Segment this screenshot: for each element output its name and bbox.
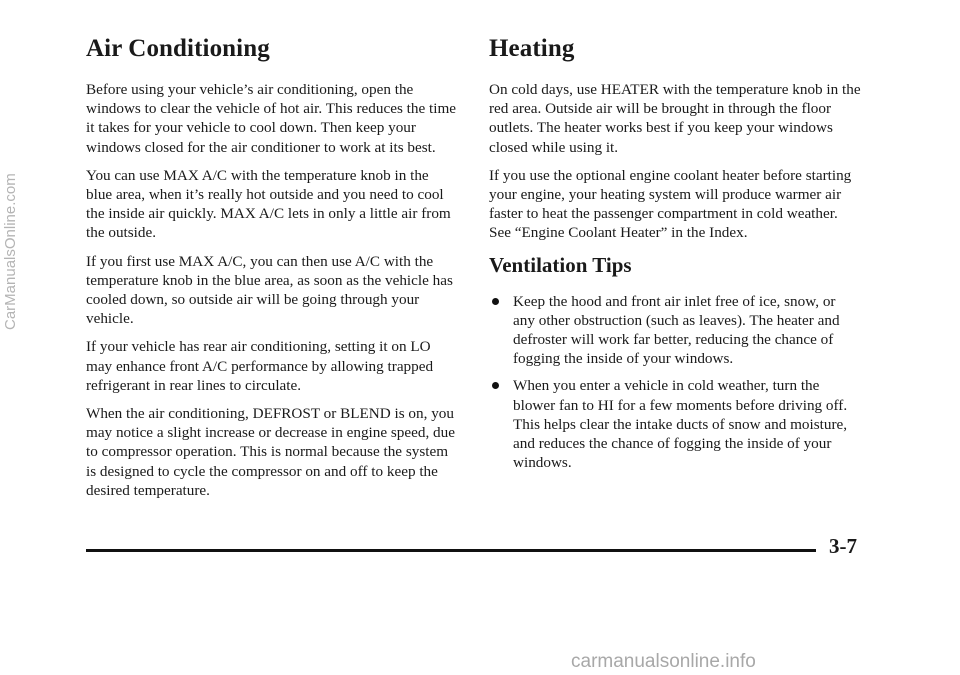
list-item-text: Keep the hood and front air inlet free of ice, snow, or any other obstruction (such as leaves). The heater and defroster will work far better, reducing the chance of fogging the inside of your windows. <box>513 292 840 368</box>
ac-paragraph: If your vehicle has rear air conditioning, setting it on LO may enhance front A/C performance by allowing trapped refrigerant in rear lines to circulate. <box>86 338 434 394</box>
bullet-icon <box>492 382 499 389</box>
list-item <box>489 376 861 472</box>
ac-paragraph: You can use MAX A/C with the temperature knob in the blue area, when it’s really hot outside and you need to cool the inside air quickly. MAX A/C lets in only a little air from the outside. <box>86 166 451 242</box>
footer-rule <box>86 549 816 552</box>
ventilation-tips-heading: Ventilation Tips <box>489 252 632 277</box>
ventilation-tips-list <box>489 292 861 473</box>
heating-heading: Heating <box>489 35 575 62</box>
heating-paragraph: On cold days, use HEATER with the temperature knob in the red area. Outside air will be brought in through the floor outlets. The heater works best if you keep your windows closed while using it. <box>489 81 861 156</box>
list-item <box>489 292 861 369</box>
footer-watermark: carmanualsonline.info <box>571 651 756 672</box>
left-column <box>86 35 458 509</box>
heating-paragraph: If you use the optional engine coolant heater before starting your engine, your heating system will produce warmer air faster to heat the passenger compartment in cold weather. See “Engine Coolant Heater” in the Index. <box>489 166 852 242</box>
ac-paragraph: If you first use MAX A/C, you can then use A/C with the temperature knob in the blue area, as soon as the vehicle has cooled down, so outside air will be going through your vehicle. <box>86 252 453 328</box>
air-conditioning-heading: Air Conditioning <box>86 35 270 62</box>
right-column <box>489 35 861 480</box>
side-watermark: CarManualsOnline.com <box>2 173 19 330</box>
ac-paragraph: When the air conditioning, DEFROST or BLEND is on, you may notice a slight increase or decrease in engine speed, due to compressor operation. This is normal because the system is designed to cycle the compressor on and off to keep the desired temperature. <box>86 405 455 499</box>
list-item-text: When you enter a vehicle in cold weather, turn the blower fan to HI for a few moments before driving off. This helps clear the intake ducts of snow and moisture, and reduces the chance of fogging the inside of your windows. <box>513 377 848 472</box>
page-number: 3-7 <box>829 534 857 558</box>
ac-paragraph: Before using your vehicle’s air conditioning, open the windows to clear the vehicle of hot air. This reduces the time it takes for your vehicle to cool down. Then keep your windows closed for the air conditioner to work at its best. <box>86 81 457 156</box>
bullet-icon <box>492 298 499 305</box>
